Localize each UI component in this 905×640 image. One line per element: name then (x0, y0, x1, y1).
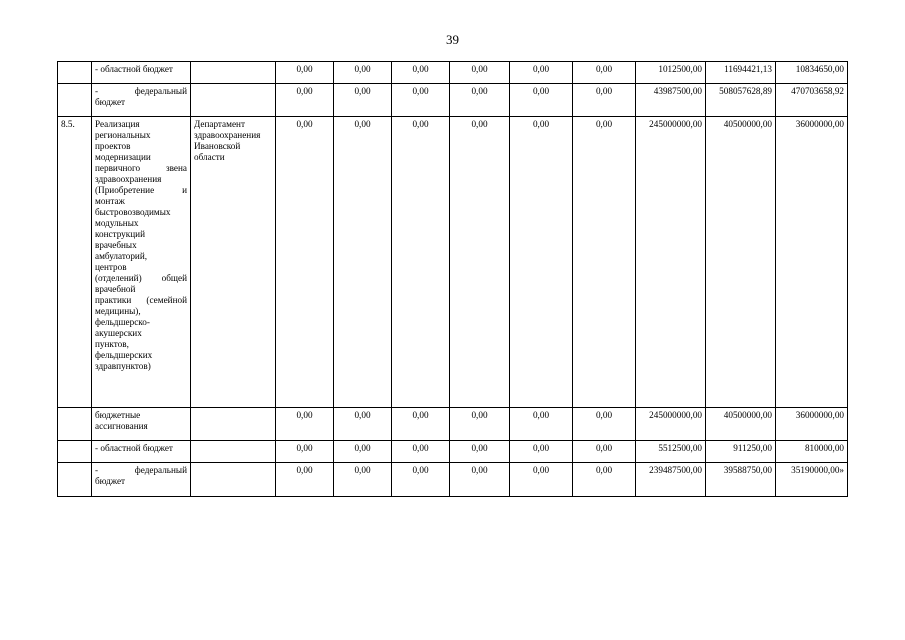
amount-cell: 0,00 (573, 84, 636, 117)
amount-cell: 5512500,00 (636, 441, 706, 463)
executor-line: Ивановской (194, 141, 241, 151)
amount-cell: 0,00 (392, 62, 450, 84)
item-name-line: быстровозводимых (95, 207, 171, 217)
executor-cell (191, 84, 276, 117)
item-name-line: фельдшерско- (95, 317, 150, 327)
amount-cell: 0,00 (573, 408, 636, 441)
table-row (58, 463, 848, 497)
amount-cell: 36000000,00 (776, 408, 848, 441)
item-name-line: практики (семейной (95, 295, 187, 305)
page-number: 39 (446, 32, 459, 47)
table-row (58, 84, 848, 117)
item-name-line: проектов (95, 141, 131, 151)
item-name-line: центров (95, 262, 127, 272)
amount-cell: 0,00 (334, 408, 392, 441)
amount-cell: 470703658,92 (776, 84, 848, 117)
amount-cell: 0,00 (334, 117, 392, 408)
item-name-line: Реализация (95, 119, 140, 129)
item-name-line: врачебных (95, 240, 137, 250)
amount-cell: 0,00 (392, 117, 450, 408)
item-name-line: акушерских (95, 328, 142, 338)
item-name-line: здравоохранения (95, 174, 162, 184)
budget-table (57, 61, 848, 497)
executor-cell (191, 408, 276, 441)
amount-cell: 36000000,00 (776, 117, 848, 408)
amount-cell: 0,00 (573, 441, 636, 463)
item-name-line: фельдшерских (95, 350, 153, 360)
amount-cell: 11694421,13 (706, 62, 776, 84)
amount-cell: 245000000,00 (636, 408, 706, 441)
amount-cell: 0,00 (392, 441, 450, 463)
amount-cell: 0,00 (276, 441, 334, 463)
amount-cell: 35190000,00» (776, 463, 848, 497)
executor-cell (191, 441, 276, 463)
amount-cell: 10834650,00 (776, 62, 848, 84)
row-number-cell (58, 84, 92, 117)
table-row (58, 62, 848, 84)
item-name-line: медицины), (95, 306, 141, 316)
amount-cell: 245000000,00 (636, 117, 706, 408)
amount-cell: 0,00 (573, 463, 636, 497)
amount-cell: 0,00 (334, 441, 392, 463)
amount-cell: 0,00 (276, 84, 334, 117)
amount-cell: 0,00 (450, 117, 510, 408)
executor-cell (191, 62, 276, 84)
row-number-cell (58, 441, 92, 463)
table-row (58, 441, 848, 463)
amount-cell: 0,00 (334, 463, 392, 497)
table-row (58, 117, 848, 408)
amount-cell: 0,00 (392, 84, 450, 117)
item-name-cell (92, 117, 191, 408)
item-name-line: бюджет (95, 476, 126, 486)
item-name-line: региональных (95, 130, 151, 140)
amount-cell: 43987500,00 (636, 84, 706, 117)
item-name-line: - федеральный (95, 465, 187, 475)
amount-cell: 0,00 (450, 408, 510, 441)
item-name-line: - федеральный (95, 86, 187, 96)
amount-cell: 0,00 (276, 463, 334, 497)
amount-cell: 0,00 (573, 117, 636, 408)
item-name-line: (Приобретение и (95, 185, 187, 195)
item-name-line: пунктов, (95, 339, 129, 349)
amount-cell: 0,00 (573, 62, 636, 84)
amount-cell: 0,00 (510, 408, 573, 441)
amount-cell: 0,00 (510, 117, 573, 408)
item-name-line: - областной бюджет (95, 64, 173, 74)
item-name-cell (92, 84, 191, 117)
item-name-cell (92, 408, 191, 441)
amount-cell: 508057628,89 (706, 84, 776, 117)
item-name-line: ассигнования (95, 421, 148, 431)
amount-cell: 40500000,00 (706, 117, 776, 408)
item-name-line: - областной бюджет (95, 443, 173, 453)
item-name-line: бюджет (95, 97, 126, 107)
amount-cell: 0,00 (510, 62, 573, 84)
item-name-line: конструкций (95, 229, 145, 239)
item-name-line: амбулаторий, (95, 251, 148, 261)
row-number-cell: 8.5. (58, 117, 92, 408)
item-name-line: модульных (95, 218, 139, 228)
item-name-line: врачебной (95, 284, 136, 294)
item-name-cell (92, 62, 191, 84)
executor-cell (191, 117, 276, 408)
item-name-line: здравпунктов) (95, 361, 151, 371)
table-row (58, 408, 848, 441)
amount-cell: 39588750,00 (706, 463, 776, 497)
amount-cell: 0,00 (276, 117, 334, 408)
row-number-cell (58, 463, 92, 497)
amount-cell: 0,00 (510, 463, 573, 497)
item-name-line: первичного звена (95, 163, 187, 173)
amount-cell: 239487500,00 (636, 463, 706, 497)
executor-line: здравоохранения (194, 130, 261, 140)
item-name-line: (отделений) общей (95, 273, 187, 283)
amount-cell: 0,00 (334, 84, 392, 117)
item-name-cell (92, 441, 191, 463)
amount-cell: 1012500,00 (636, 62, 706, 84)
item-name-line: монтаж (95, 196, 125, 206)
amount-cell: 0,00 (510, 84, 573, 117)
amount-cell: 0,00 (450, 62, 510, 84)
executor-line: области (194, 152, 225, 162)
amount-cell: 0,00 (450, 441, 510, 463)
executor-cell (191, 463, 276, 497)
amount-cell: 0,00 (276, 62, 334, 84)
row-number-cell (58, 62, 92, 84)
table-body (58, 62, 848, 497)
executor-line: Департамент (194, 119, 245, 129)
amount-cell: 911250,00 (706, 441, 776, 463)
amount-cell: 0,00 (276, 408, 334, 441)
amount-cell: 0,00 (392, 463, 450, 497)
amount-cell: 0,00 (450, 84, 510, 117)
item-name-line: модернизации (95, 152, 151, 162)
amount-cell: 0,00 (392, 408, 450, 441)
item-name-cell (92, 463, 191, 497)
amount-cell: 40500000,00 (706, 408, 776, 441)
amount-cell: 0,00 (510, 441, 573, 463)
row-number-cell (58, 408, 92, 441)
amount-cell: 0,00 (450, 463, 510, 497)
item-name-line: бюджетные (95, 410, 141, 420)
amount-cell: 0,00 (334, 62, 392, 84)
amount-cell: 810000,00 (776, 441, 848, 463)
